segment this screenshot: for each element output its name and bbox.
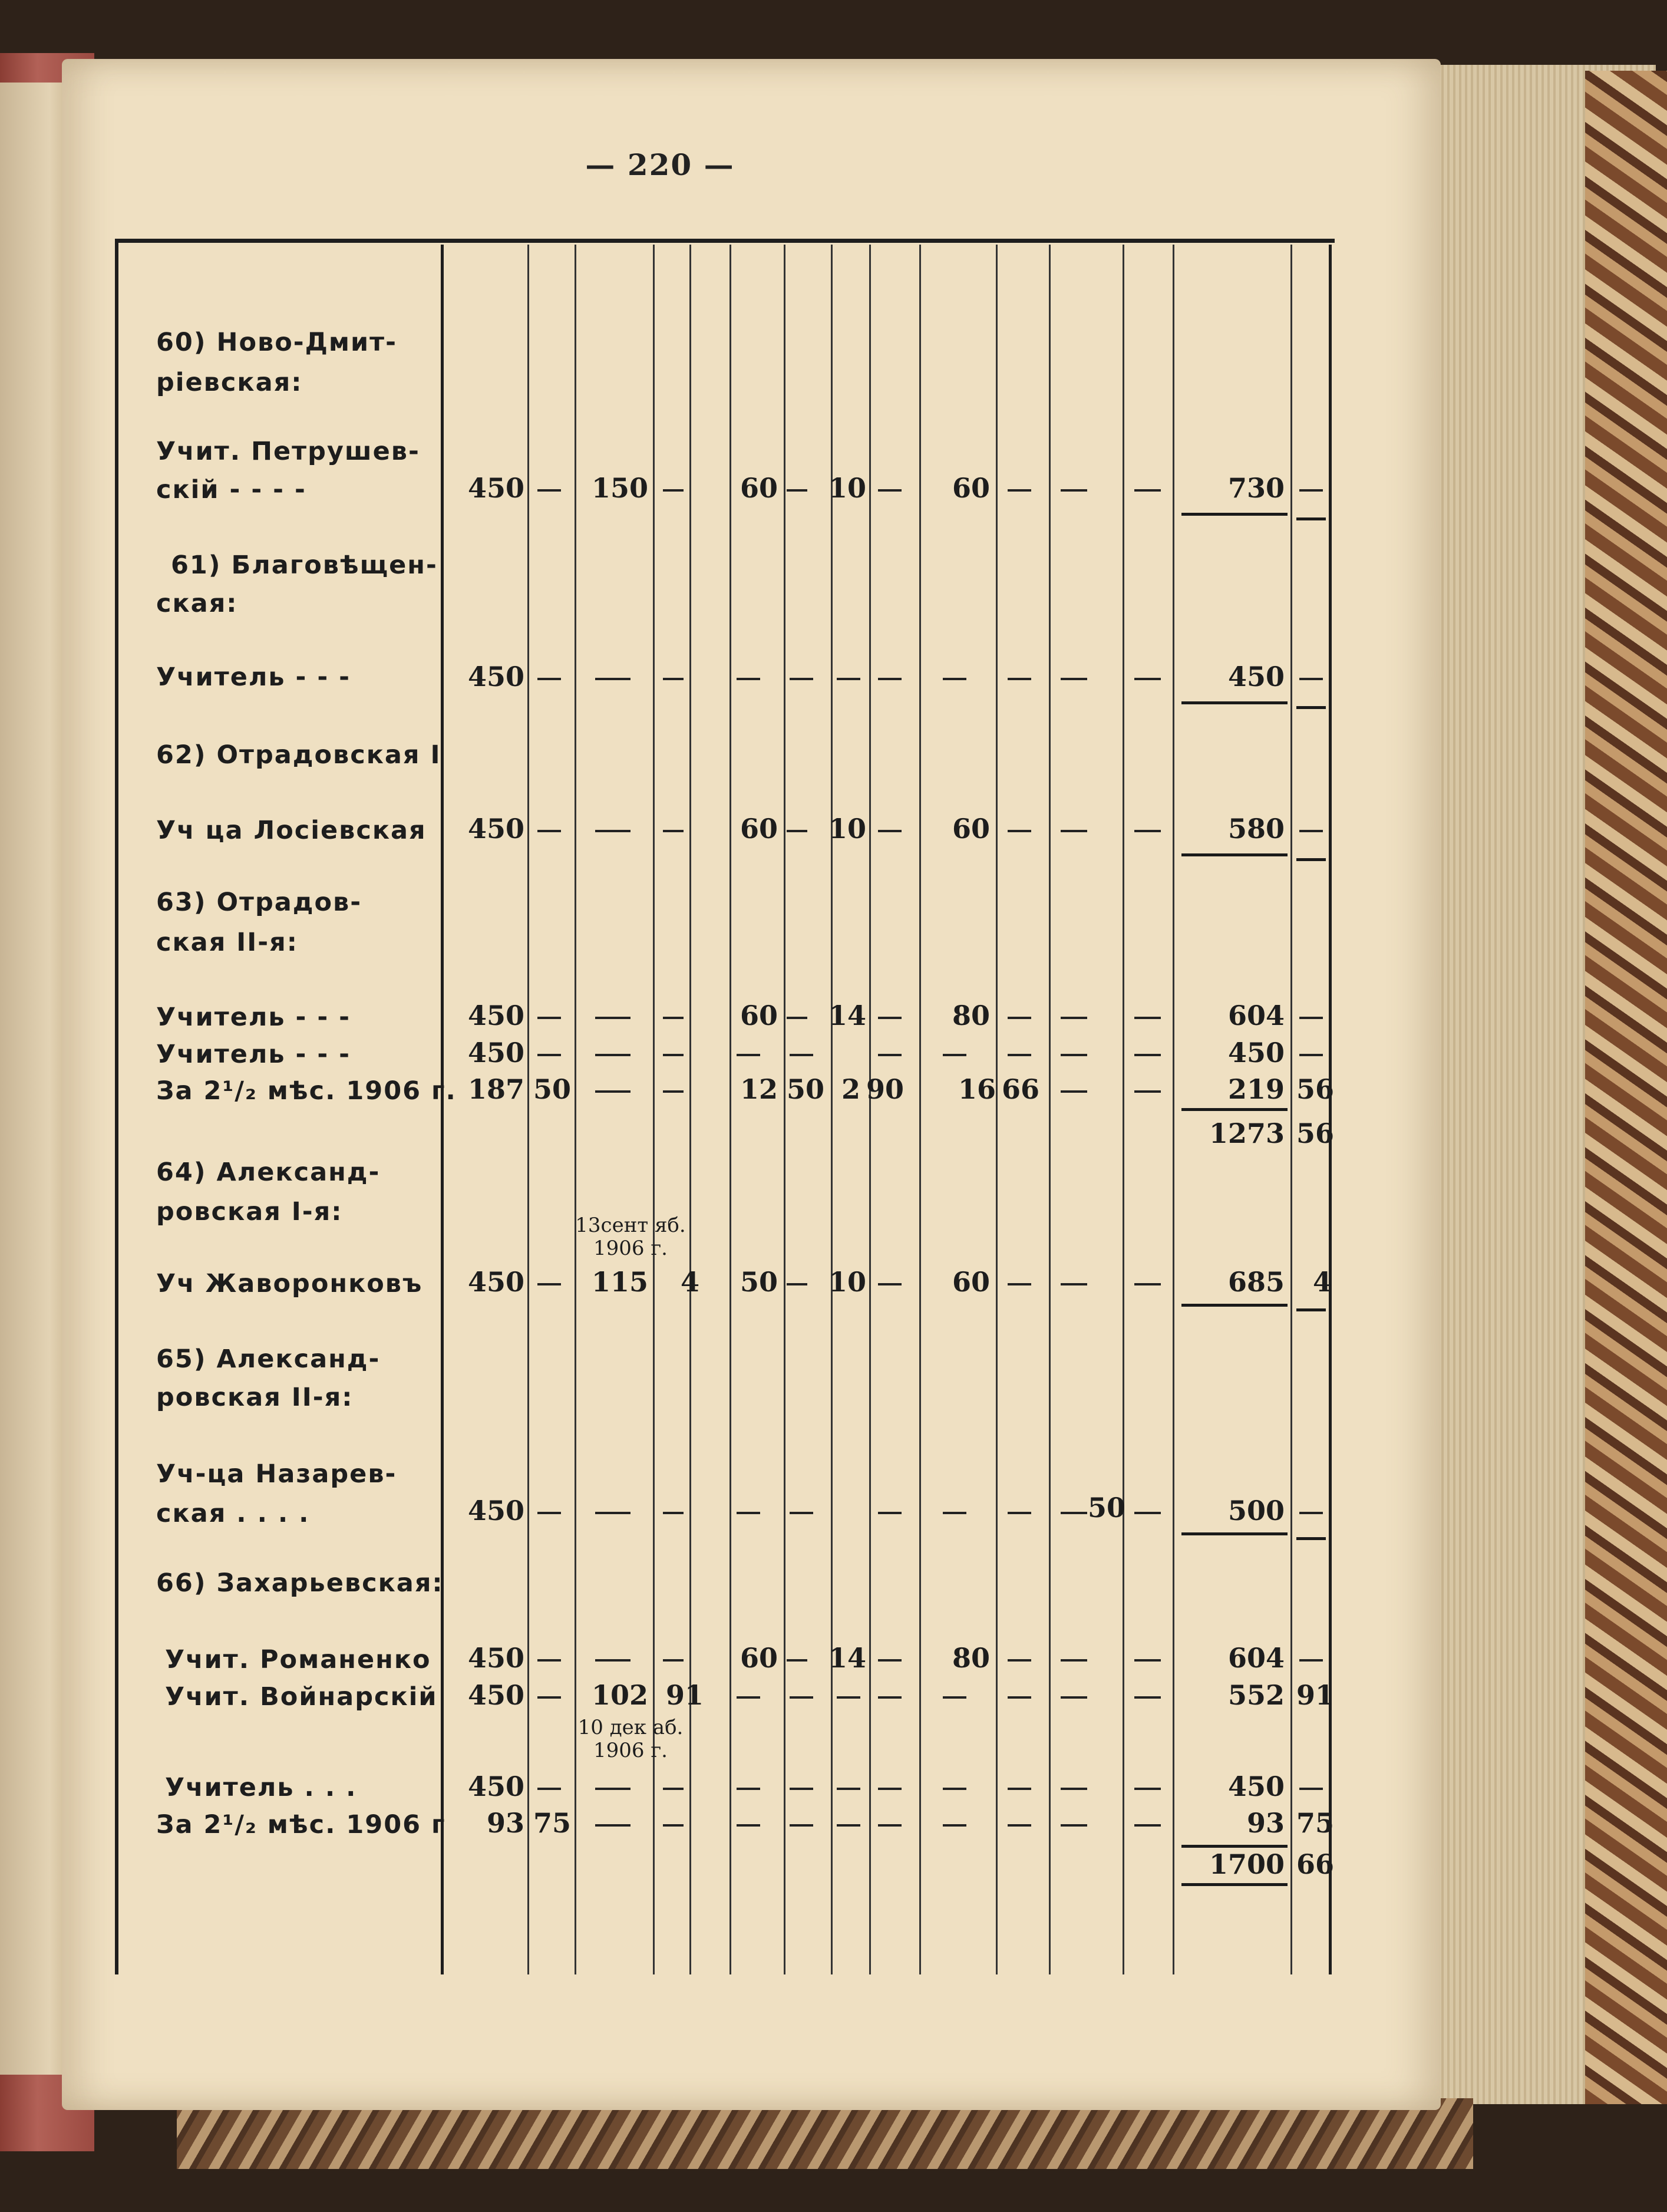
empty-cell-dash xyxy=(878,830,902,832)
column-rule xyxy=(996,245,998,1974)
cell-value: 450 xyxy=(467,1642,524,1674)
sum-underline xyxy=(1181,1845,1288,1848)
empty-cell-dash xyxy=(595,1017,631,1019)
cell-value: 60 xyxy=(740,1000,778,1031)
page-number: — 220 — xyxy=(585,147,735,182)
heading-61-line2: ская: xyxy=(156,589,238,618)
sum-underline xyxy=(1296,517,1326,520)
empty-cell-dash xyxy=(663,1512,684,1514)
row-label: Уч-ца Назарев- xyxy=(156,1459,397,1489)
section-sum-kopecks: 66 xyxy=(1296,1848,1335,1880)
empty-cell-dash xyxy=(1299,1017,1323,1019)
cell-kopecks: 50 xyxy=(533,1073,572,1105)
empty-cell-dash xyxy=(1061,1788,1087,1790)
heading-62: 62) Отрадовская I xyxy=(156,740,441,770)
cell-value: 60 xyxy=(952,813,990,845)
cell-value: 2 xyxy=(841,1073,860,1105)
empty-cell-dash xyxy=(737,678,760,680)
marbled-cover-right xyxy=(1585,71,1667,2104)
column-rule xyxy=(919,245,921,1974)
cell-total: 450 xyxy=(1227,1037,1285,1069)
empty-cell-dash xyxy=(1061,1512,1087,1514)
empty-cell-dash xyxy=(1061,489,1087,492)
row-label: За 2¹/₂ мѣс. 1906 г. xyxy=(156,1076,457,1106)
empty-cell-dash xyxy=(943,678,966,680)
empty-cell-dash xyxy=(1008,1659,1031,1662)
cell-value: 450 xyxy=(467,1679,524,1711)
cell-total-kopecks: 56 xyxy=(1296,1073,1335,1105)
empty-cell-dash xyxy=(1134,1512,1161,1514)
empty-cell-dash xyxy=(1134,1017,1161,1019)
empty-cell-dash xyxy=(1299,830,1323,832)
empty-cell-dash xyxy=(537,830,561,832)
empty-cell-dash xyxy=(1061,1824,1087,1827)
empty-cell-dash xyxy=(737,1054,760,1056)
empty-cell-dash xyxy=(737,1696,760,1699)
column-rule xyxy=(441,245,444,1974)
row-label: Учитель . . . xyxy=(165,1773,357,1802)
column-rule xyxy=(1290,245,1292,1974)
sum-underline xyxy=(1296,706,1326,709)
empty-cell-dash xyxy=(663,489,684,492)
empty-cell-dash xyxy=(1008,678,1031,680)
empty-cell-dash xyxy=(1134,678,1161,680)
empty-cell-dash xyxy=(1008,1512,1031,1514)
empty-cell-dash xyxy=(1299,489,1323,492)
empty-cell-dash xyxy=(663,1659,684,1662)
empty-cell-dash xyxy=(737,1512,760,1514)
row-label: скій - - - - xyxy=(156,475,306,505)
cell-total: 685 xyxy=(1227,1266,1285,1298)
column-rule xyxy=(784,245,785,1974)
empty-cell-dash xyxy=(878,678,902,680)
cell-value: 16 xyxy=(958,1073,996,1105)
heading-61-line1: 61) Благовѣщен- xyxy=(171,550,438,580)
empty-cell-dash xyxy=(943,1696,966,1699)
cell-value: 14 xyxy=(828,1642,866,1674)
row-label: За 2¹/₂ мѣс. 1906 г xyxy=(156,1810,446,1840)
cell-value: 450 xyxy=(467,1771,524,1802)
empty-cell-dash xyxy=(1299,678,1323,680)
column-rule xyxy=(1049,245,1051,1974)
empty-cell-dash xyxy=(837,1788,860,1790)
heading-60-line2: ріевская: xyxy=(156,368,303,397)
sum-underline xyxy=(1181,1883,1288,1886)
sum-underline xyxy=(1181,701,1288,704)
empty-cell-dash xyxy=(790,1512,813,1514)
empty-cell-dash xyxy=(787,1659,807,1662)
empty-cell-dash xyxy=(663,678,684,680)
column-rule xyxy=(1173,245,1174,1974)
note-line: 1906 г. xyxy=(593,1237,668,1261)
empty-cell-dash xyxy=(878,1512,902,1514)
empty-cell-dash xyxy=(878,1017,902,1019)
cell-value: 12 xyxy=(740,1073,778,1105)
cell-value: 10 xyxy=(828,813,866,845)
cell-kopecks: 50 xyxy=(787,1073,825,1105)
empty-cell-dash xyxy=(1299,1054,1323,1056)
section-sum-kopecks: 56 xyxy=(1296,1117,1335,1149)
empty-cell-dash xyxy=(878,1824,902,1827)
empty-cell-dash xyxy=(790,678,813,680)
empty-cell-dash xyxy=(1008,1283,1031,1285)
empty-cell-dash xyxy=(878,1788,902,1790)
cell-value: 450 xyxy=(467,1037,524,1069)
empty-cell-dash xyxy=(737,1788,760,1790)
cell-value: 450 xyxy=(467,1495,524,1527)
heading-65-line2: ровская II-я: xyxy=(156,1383,354,1412)
column-rule xyxy=(831,245,833,1974)
empty-cell-dash xyxy=(1134,1090,1161,1093)
cell-total-kopecks: 75 xyxy=(1296,1807,1335,1839)
empty-cell-dash xyxy=(787,1017,807,1019)
empty-cell-dash xyxy=(1134,1283,1161,1285)
empty-cell-dash xyxy=(537,678,561,680)
heading-60-line1: 60) Ново-Дмит- xyxy=(156,328,397,357)
cell-value: 10 xyxy=(828,1266,866,1298)
facing-page-edge xyxy=(0,83,71,2075)
row-label: Учит. Петрушев- xyxy=(156,437,420,466)
empty-cell-dash xyxy=(790,1054,813,1056)
empty-cell-dash xyxy=(1134,1659,1161,1662)
empty-cell-dash xyxy=(1008,1017,1031,1019)
section-sum: 1273 xyxy=(1209,1117,1285,1149)
cell-total: 450 xyxy=(1227,661,1285,693)
cell-value: 50 xyxy=(1087,1492,1125,1524)
cell-total-kopecks: 4 xyxy=(1313,1266,1332,1298)
cell-kopecks: 4 xyxy=(681,1266,700,1298)
cell-value: 80 xyxy=(952,1642,990,1674)
cell-value: 60 xyxy=(740,1642,778,1674)
heading-66: 66) Захарьевская: xyxy=(156,1568,444,1598)
cell-value: 450 xyxy=(467,813,524,845)
cell-total: 552 xyxy=(1227,1679,1285,1711)
empty-cell-dash xyxy=(537,1512,561,1514)
empty-cell-dash xyxy=(1134,1824,1161,1827)
annotation-note xyxy=(566,1716,695,1762)
empty-cell-dash xyxy=(1061,1090,1087,1093)
cell-total: 219 xyxy=(1227,1073,1285,1105)
empty-cell-dash xyxy=(537,1788,561,1790)
cell-value: 450 xyxy=(467,1266,524,1298)
empty-cell-dash xyxy=(663,830,684,832)
empty-cell-dash xyxy=(537,1696,561,1699)
cell-value: 150 xyxy=(591,472,648,504)
empty-cell-dash xyxy=(1134,1696,1161,1699)
empty-cell-dash xyxy=(663,1054,684,1056)
empty-cell-dash xyxy=(943,1788,966,1790)
column-rule xyxy=(527,245,529,1974)
cell-total: 604 xyxy=(1227,1642,1285,1674)
cell-total: 93 xyxy=(1246,1807,1285,1839)
column-rule xyxy=(729,245,731,1974)
cell-value: 102 xyxy=(591,1679,648,1711)
empty-cell-dash xyxy=(943,1824,966,1827)
cell-total: 500 xyxy=(1227,1495,1285,1527)
cell-value: 93 xyxy=(486,1807,524,1839)
empty-cell-dash xyxy=(595,830,631,832)
empty-cell-dash xyxy=(1008,1788,1031,1790)
note-line: 10 дек аб. xyxy=(577,1716,684,1739)
empty-cell-dash xyxy=(595,1659,631,1662)
empty-cell-dash xyxy=(1061,1054,1087,1056)
empty-cell-dash xyxy=(790,1696,813,1699)
cell-total: 730 xyxy=(1227,472,1285,504)
empty-cell-dash xyxy=(790,1824,813,1827)
heading-64-line2: ровская I-я: xyxy=(156,1197,343,1227)
empty-cell-dash xyxy=(595,1824,631,1827)
empty-cell-dash xyxy=(787,489,807,492)
empty-cell-dash xyxy=(837,1824,860,1827)
table-top-rule xyxy=(115,239,1335,243)
empty-cell-dash xyxy=(787,830,807,832)
empty-cell-dash xyxy=(595,678,631,680)
empty-cell-dash xyxy=(943,1054,966,1056)
cell-total-kopecks: 91 xyxy=(1296,1679,1335,1711)
empty-cell-dash xyxy=(1061,1283,1087,1285)
heading-64-line1: 64) Александ- xyxy=(156,1158,381,1187)
empty-cell-dash xyxy=(595,1512,631,1514)
note-line: 1906 г. xyxy=(593,1739,668,1763)
cell-value: 14 xyxy=(828,1000,866,1031)
row-label: Учитель - - - xyxy=(156,662,351,692)
cell-value: 60 xyxy=(952,1266,990,1298)
empty-cell-dash xyxy=(878,489,902,492)
sum-underline xyxy=(1296,1308,1326,1311)
empty-cell-dash xyxy=(663,1788,684,1790)
cell-total: 580 xyxy=(1227,813,1285,845)
column-rule xyxy=(575,245,576,1974)
empty-cell-dash xyxy=(537,1659,561,1662)
column-rule xyxy=(653,245,655,1974)
column-rule xyxy=(689,245,691,1974)
row-label: Уч ца Лосіевская xyxy=(156,816,427,845)
cell-kopecks: 75 xyxy=(533,1807,572,1839)
empty-cell-dash xyxy=(1134,489,1161,492)
cell-value: 10 xyxy=(828,472,866,504)
row-label: Учит. Романенко xyxy=(165,1645,431,1674)
row-label: ская . . . . xyxy=(156,1499,310,1528)
empty-cell-dash xyxy=(1134,1788,1161,1790)
empty-cell-dash xyxy=(878,1696,902,1699)
cell-value: 450 xyxy=(467,661,524,693)
section-sum: 1700 xyxy=(1209,1848,1285,1880)
table-left-rule xyxy=(115,239,118,1974)
empty-cell-dash xyxy=(1008,1696,1031,1699)
sum-underline xyxy=(1296,1537,1326,1540)
heading-63-line1: 63) Отрадов- xyxy=(156,888,362,917)
empty-cell-dash xyxy=(737,1824,760,1827)
empty-cell-dash xyxy=(787,1283,807,1285)
cell-value: 450 xyxy=(467,1000,524,1031)
note-line: 13сент яб. xyxy=(575,1214,686,1237)
empty-cell-dash xyxy=(595,1788,631,1790)
empty-cell-dash xyxy=(1299,1512,1323,1514)
column-rule xyxy=(869,245,871,1974)
cell-value: 60 xyxy=(740,472,778,504)
empty-cell-dash xyxy=(537,1283,561,1285)
sum-underline xyxy=(1296,858,1326,861)
cell-value: 60 xyxy=(740,813,778,845)
empty-cell-dash xyxy=(837,678,860,680)
empty-cell-dash xyxy=(878,1659,902,1662)
empty-cell-dash xyxy=(595,1090,631,1093)
column-rule xyxy=(1329,245,1332,1974)
heading-63-line2: ская II-я: xyxy=(156,928,298,957)
empty-cell-dash xyxy=(1299,1788,1323,1790)
sum-underline xyxy=(1181,513,1288,516)
empty-cell-dash xyxy=(1008,489,1031,492)
annotation-note xyxy=(566,1214,695,1260)
cell-value: 60 xyxy=(952,472,990,504)
cell-total: 604 xyxy=(1227,1000,1285,1031)
sum-underline xyxy=(1181,1532,1288,1535)
cell-kopecks: 90 xyxy=(866,1073,905,1105)
empty-cell-dash xyxy=(878,1283,902,1285)
empty-cell-dash xyxy=(537,1054,561,1056)
empty-cell-dash xyxy=(878,1054,902,1056)
row-label: Учит. Войнарскій xyxy=(165,1682,438,1712)
empty-cell-dash xyxy=(1008,1824,1031,1827)
empty-cell-dash xyxy=(1134,830,1161,832)
empty-cell-dash xyxy=(1061,678,1087,680)
row-label: Учитель - - - xyxy=(156,1040,351,1069)
empty-cell-dash xyxy=(537,1017,561,1019)
empty-cell-dash xyxy=(663,1017,684,1019)
empty-cell-dash xyxy=(1299,1659,1323,1662)
cell-value: 80 xyxy=(952,1000,990,1031)
empty-cell-dash xyxy=(595,1054,631,1056)
sum-underline xyxy=(1181,1108,1288,1111)
empty-cell-dash xyxy=(537,489,561,492)
cell-kopecks: 66 xyxy=(1002,1073,1040,1105)
cell-kopecks: 91 xyxy=(666,1679,704,1711)
column-rule xyxy=(1123,245,1124,1974)
empty-cell-dash xyxy=(1061,1659,1087,1662)
empty-cell-dash xyxy=(1061,1017,1087,1019)
heading-65-line1: 65) Александ- xyxy=(156,1344,381,1374)
cell-value: 187 xyxy=(467,1073,524,1105)
empty-cell-dash xyxy=(1061,1696,1087,1699)
empty-cell-dash xyxy=(663,1824,684,1827)
row-label: Учитель - - - xyxy=(156,1003,351,1032)
empty-cell-dash xyxy=(1008,830,1031,832)
empty-cell-dash xyxy=(943,1512,966,1514)
empty-cell-dash xyxy=(790,1788,813,1790)
cell-value: 115 xyxy=(591,1266,648,1298)
cell-value: 50 xyxy=(740,1266,778,1298)
sum-underline xyxy=(1181,853,1288,856)
empty-cell-dash xyxy=(1134,1054,1161,1056)
cell-value: 450 xyxy=(467,472,524,504)
empty-cell-dash xyxy=(663,1090,684,1093)
row-label: Уч Жаворонковъ xyxy=(156,1269,423,1298)
empty-cell-dash xyxy=(1061,830,1087,832)
cell-total: 450 xyxy=(1227,1771,1285,1802)
empty-cell-dash xyxy=(1008,1054,1031,1056)
sum-underline xyxy=(1181,1304,1288,1307)
empty-cell-dash xyxy=(837,1696,860,1699)
